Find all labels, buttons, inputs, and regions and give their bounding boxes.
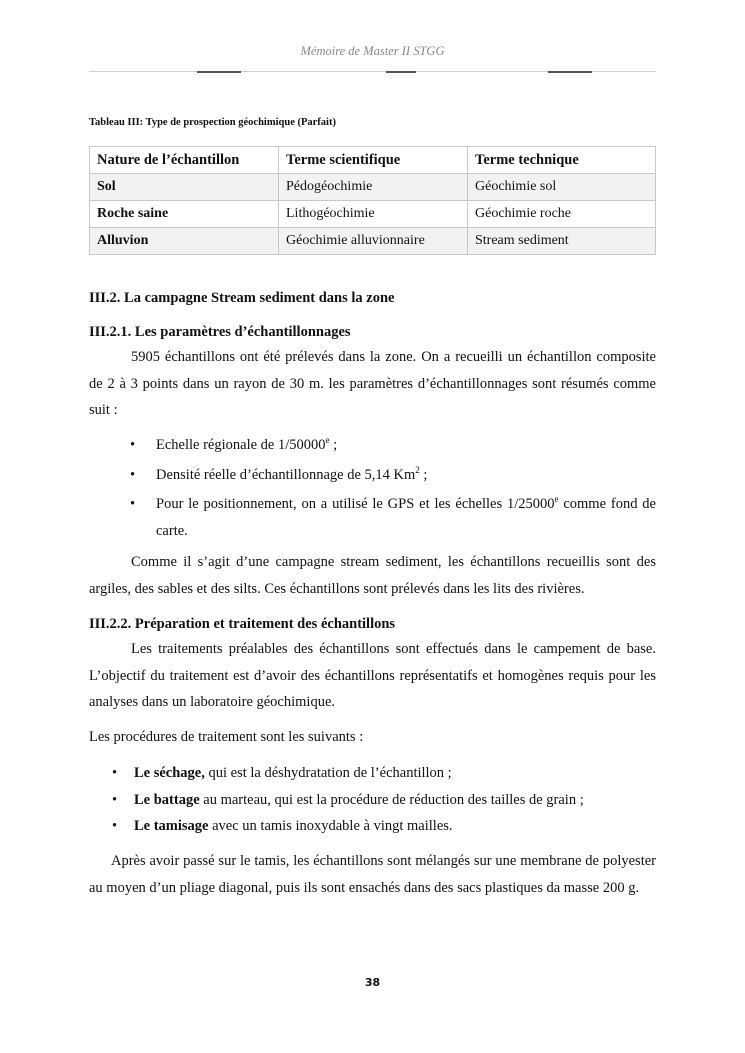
- list-item: • Densité réelle d’échantillonnage de 5,14 Km$^2$ ;: [130, 462, 656, 489]
- list-item: • Le battage au marteau, qui est la procédure de réduction des tailles de grain ;: [112, 787, 656, 814]
- paragraph: 5905 échantillons ont été prélevés dans la zone. On a recueilli un échantillon composite de 2 à 3 points dans un rayon de 30 m. les paramètres d’échantillonnages sont résumés comme suit :: [89, 349, 656, 418]
- bullet-icon: •: [112, 818, 118, 834]
- bullet-icon: •: [130, 496, 136, 512]
- table-header-cell: Terme technique: [468, 147, 656, 174]
- list-item: • Echelle régionale de 1/50000e ;: [130, 432, 656, 459]
- header-rule-accent: [197, 71, 241, 73]
- table-cell: Géochimie roche: [468, 201, 656, 228]
- procedures-list: [112, 760, 656, 840]
- prospection-table: [89, 146, 656, 255]
- table-cell: Lithogéochimie: [279, 201, 468, 228]
- table-cell: Alluvion: [90, 228, 279, 255]
- table-caption: Tableau III: Type de prospection géochimique (Parfait): [89, 117, 336, 128]
- table-header-row: [90, 147, 656, 174]
- table-cell: Géochimie alluvionnaire: [279, 228, 468, 255]
- table-cell: Géochimie sol: [468, 174, 656, 201]
- table-cell: Pédogéochimie: [279, 174, 468, 201]
- table-row: [90, 174, 656, 201]
- table-row: [90, 201, 656, 228]
- paragraph: Après avoir passé sur le tamis, les échantillons sont mélangés sur une membrane de polyester au moyen d’un pliage diagonal, puis ils sont ensachés dans des sacs plastiques da masse 200 g.: [89, 853, 656, 896]
- table-cell: Roche saine: [90, 201, 279, 228]
- running-header: Mémoire de Master II STGG: [300, 44, 445, 58]
- header-rule-accent: [386, 71, 416, 73]
- paragraph: Les traitements préalables des échantillons sont effectués dans le campement de base. L’objectif du traitement est d’avoir des échantillons représentatifs et homogènes requis pour les analyses dans un laboratoire géochimique.: [89, 641, 656, 710]
- sampling-parameters-list: [130, 432, 656, 544]
- table-header-cell: Terme scientifique: [279, 147, 468, 174]
- table-header-cell: Nature de l’échantillon: [90, 147, 279, 174]
- bullet-icon: •: [130, 466, 136, 483]
- section-heading: III.2. La campagne Stream sediment dans la zone: [89, 290, 395, 306]
- paragraph: Les procédures de traitement sont les suivants :: [89, 729, 364, 745]
- table-cell: Sol: [90, 174, 279, 201]
- table-row: [90, 228, 656, 255]
- subsection-heading: III.2.1. Les paramètres d’échantillonnages: [89, 324, 351, 340]
- page-number: 38: [364, 976, 381, 989]
- subsection-heading: III.2.2. Préparation et traitement des échantillons: [89, 616, 396, 632]
- table-cell: Stream sediment: [468, 228, 656, 255]
- list-item: • Le séchage, qui est la déshydratation de l’échantillon ;: [112, 760, 656, 787]
- paragraph: Comme il s’agit d’une campagne stream sediment, les échantillons recueillis sont des argiles, des sables et des silts. Ces échantillons sont prélevés dans les lits des rivières.: [89, 554, 656, 597]
- list-item: • Le tamisage avec un tamis inoxydable à vingt mailles.: [112, 813, 656, 840]
- header-rule-accent: [548, 71, 592, 73]
- list-item: • Pour le positionnement, on a utilisé le GPS et les échelles 1/25000e comme fond de carte.: [130, 491, 656, 544]
- bullet-icon: •: [130, 437, 136, 453]
- bullet-icon: •: [112, 765, 118, 781]
- bullet-icon: •: [112, 791, 118, 808]
